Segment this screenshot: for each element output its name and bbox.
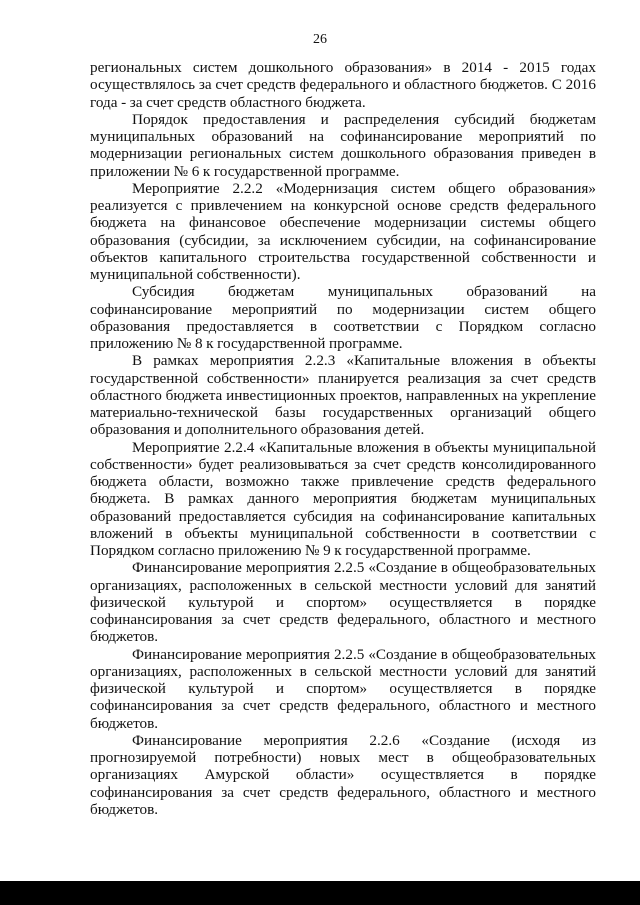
paragraph: Мероприятие 2.2.4 «Капитальные вложения в объекты муниципальной собственности» будет реализовываться за счет средств консолидированного бюджета области, возможно также привлечение средств федерального бюджета. В рамках данного мероприятия бюджетам муниципальных образований предоставляется субсидия на софинансирование капитальных вложений в объекты муниципальной собственности в соответствии с Порядком согласно приложению № 9 к государственной программе. — [90, 438, 596, 559]
paragraph: Мероприятие 2.2.2 «Модернизация систем общего образования» реализуется с привлечением на конкурсной основе средств федерального бюджета на финансовое обеспечение модернизации системы общего образования (субсидии, за исключением субсидии, на софинансирование объектов капитального строительства государственной собственности и муниципальной собственности). — [90, 179, 596, 283]
paragraph: Финансирование мероприятия 2.2.5 «Создание в общеобразовательных организациях, расположенных в сельской местности условий для занятий физической культурой и спортом» осуществляется в порядке софинансирования за счет средств федерального, областного и местного бюджетов. — [90, 645, 596, 732]
page-number: 26 — [313, 32, 327, 47]
paragraph-continuation: региональных систем дошкольного образования» в 2014 - 2015 годах осуществлялось за счет средств федерального и областного бюджетов. С 2016 года - за счет средств областного бюджета. — [90, 59, 596, 111]
scan-border — [0, 881, 640, 905]
paragraph: Финансирование мероприятия 2.2.5 «Создание в общеобразовательных организациях, расположенных в сельской местности условий для занятий физической культурой и спортом» осуществляется в порядке софинансирования за счет средств федерального, областного и местного бюджетов. — [90, 559, 596, 646]
paragraph: Субсидия бюджетам муниципальных образований на софинансирование мероприятий по модернизации систем общего образования предоставляется в соответствии с Порядком согласно приложению № 8 к государственной программе. — [90, 283, 596, 352]
paragraph: Порядок предоставления и распределения субсидий бюджетам муниципальных образований на софинансирование мероприятий по модернизации региональных систем дошкольного образования приведен в приложении № 6 к государственной программе. — [90, 110, 596, 180]
paragraph: В рамках мероприятия 2.2.3 «Капитальные вложения в объекты государственной собственности» планируется реализация за счет средств областного бюджета инвестиционных проектов, направленных на укрепление материально-технической базы государственных организаций общего образования и дополнительного образования детей. — [90, 352, 596, 439]
paragraph: Финансирование мероприятия 2.2.6 «Создание (исходя из прогнозируемой потребности) новых мест в общеобразовательных организациях Амурской области» осуществляется в порядке софинансирования за счет средств федерального, областного и местного бюджетов. — [90, 731, 596, 818]
document-body — [90, 59, 596, 818]
